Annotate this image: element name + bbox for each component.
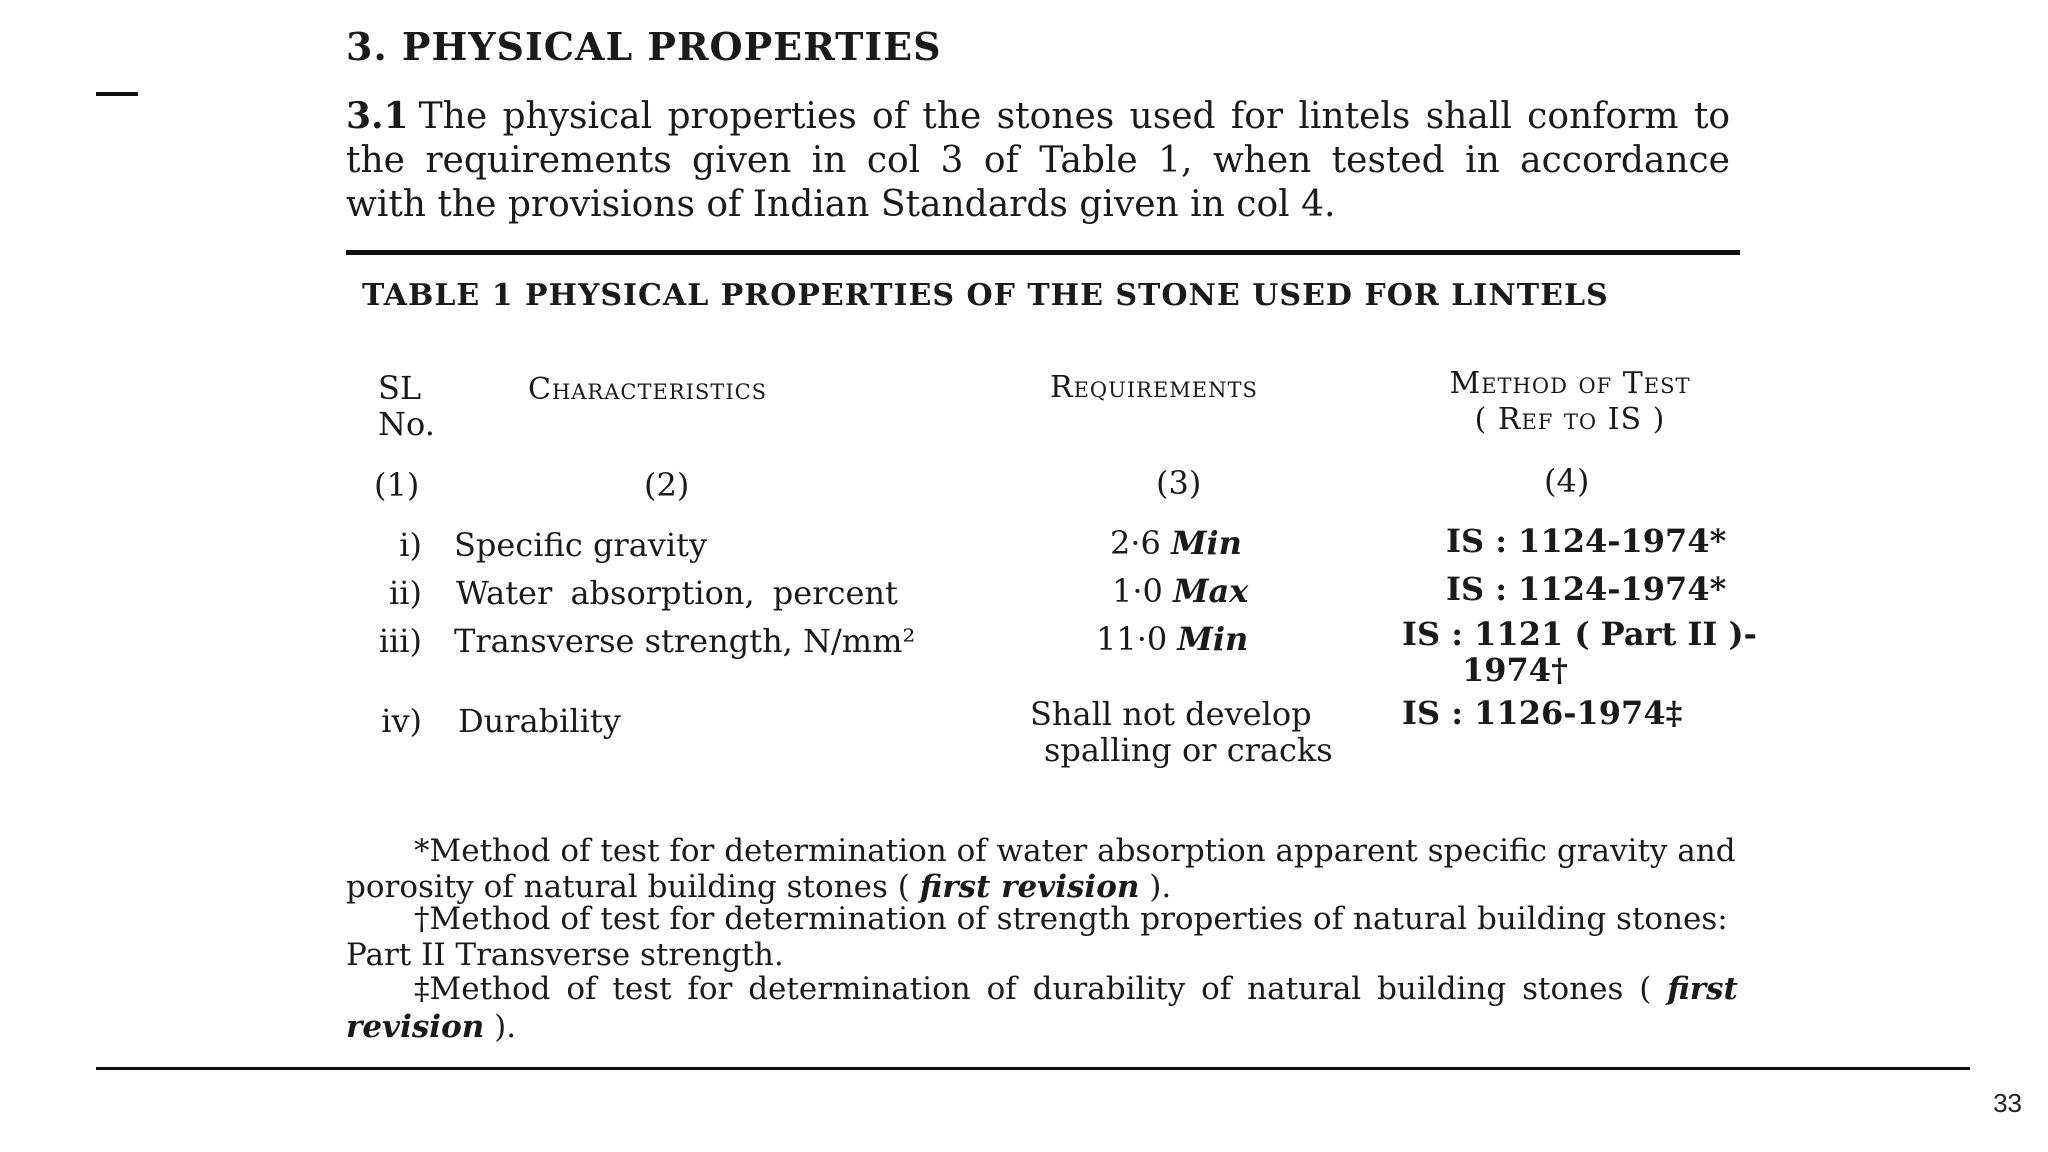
footnote-3-line-2: revision ). (346, 1009, 517, 1045)
table-row-2-sl: ii) (389, 574, 422, 612)
header-sl: SL No. (378, 369, 435, 443)
table-row-1-requirement: 2·6 Min (1110, 524, 1242, 562)
table-row-2-requirement: 1·0 Max (1112, 572, 1249, 610)
col-number-2: (2) (644, 466, 690, 504)
table-row-4-sl: iv) (381, 702, 422, 740)
table-row-4-characteristic: Durability (458, 702, 621, 740)
header-requirements: Requirements (1050, 370, 1258, 405)
footnote-3-line-1: ‡Method of test for determination of durability of natural building stones ( first (414, 971, 1738, 1007)
bottom-rule (96, 1067, 1970, 1070)
col-number-4: (4) (1544, 462, 1590, 500)
clause-line-3: with the provisions of Indian Standards given in col 4. (346, 184, 1336, 225)
page-number: 33 (1993, 1088, 2022, 1118)
margin-dash (96, 92, 138, 96)
header-method-of-test: Method of Test ( Ref to IS ) (1449, 366, 1691, 437)
table-row-1-characteristic: Specific gravity (454, 526, 708, 564)
footnote-1-line-2: porosity of natural building stones ( first revision ). (346, 869, 1172, 905)
table-top-rule (346, 250, 1740, 255)
header-characteristics: Characteristics (528, 372, 768, 407)
footnote-1-line-1: *Method of test for determination of water absorption apparent specific gravity and (414, 833, 1736, 869)
section-heading: 3. PHYSICAL PROPERTIES (346, 24, 942, 69)
table-row-2-method: IS : 1124-1974* (1446, 570, 1727, 608)
clause-3-1 (346, 94, 1730, 227)
table-row-1-method: IS : 1124-1974* (1446, 522, 1727, 560)
clause-line-2: the requirements given in col 3 of Table 1, when tested in accordance (346, 140, 1730, 181)
table-row-3-sl: iii) (378, 622, 422, 660)
footnote-2-line-2: Part II Transverse strength. (346, 937, 784, 973)
clause-line-1: 3.1 The physical properties of the stones used for lintels shall conform to (346, 95, 1730, 137)
table-row-4-requirement: Shall not develop spalling or cracks (1030, 695, 1333, 769)
col-number-1: (1) (374, 466, 420, 504)
table-row-3-method: IS : 1121 ( Part II )- 1974† (1402, 615, 1757, 689)
col-number-3: (3) (1156, 464, 1202, 502)
table-row-2-characteristic: Water absorption, percent (456, 574, 898, 612)
table-row-1-sl: i) (399, 526, 422, 564)
footnote-2-line-1: †Method of test for determination of strength properties of natural building stones: (414, 901, 1728, 937)
table-row-4-method: IS : 1126-1974‡ (1402, 694, 1683, 732)
table-row-3-requirement: 11·0 Min (1096, 620, 1249, 658)
table-caption: TABLE 1 PHYSICAL PROPERTIES OF THE STONE USED FOR LINTELS (362, 278, 1609, 313)
clause-number: 3.1 (346, 95, 409, 137)
table-row-3-characteristic: Transverse strength, N/mm² (454, 622, 916, 660)
